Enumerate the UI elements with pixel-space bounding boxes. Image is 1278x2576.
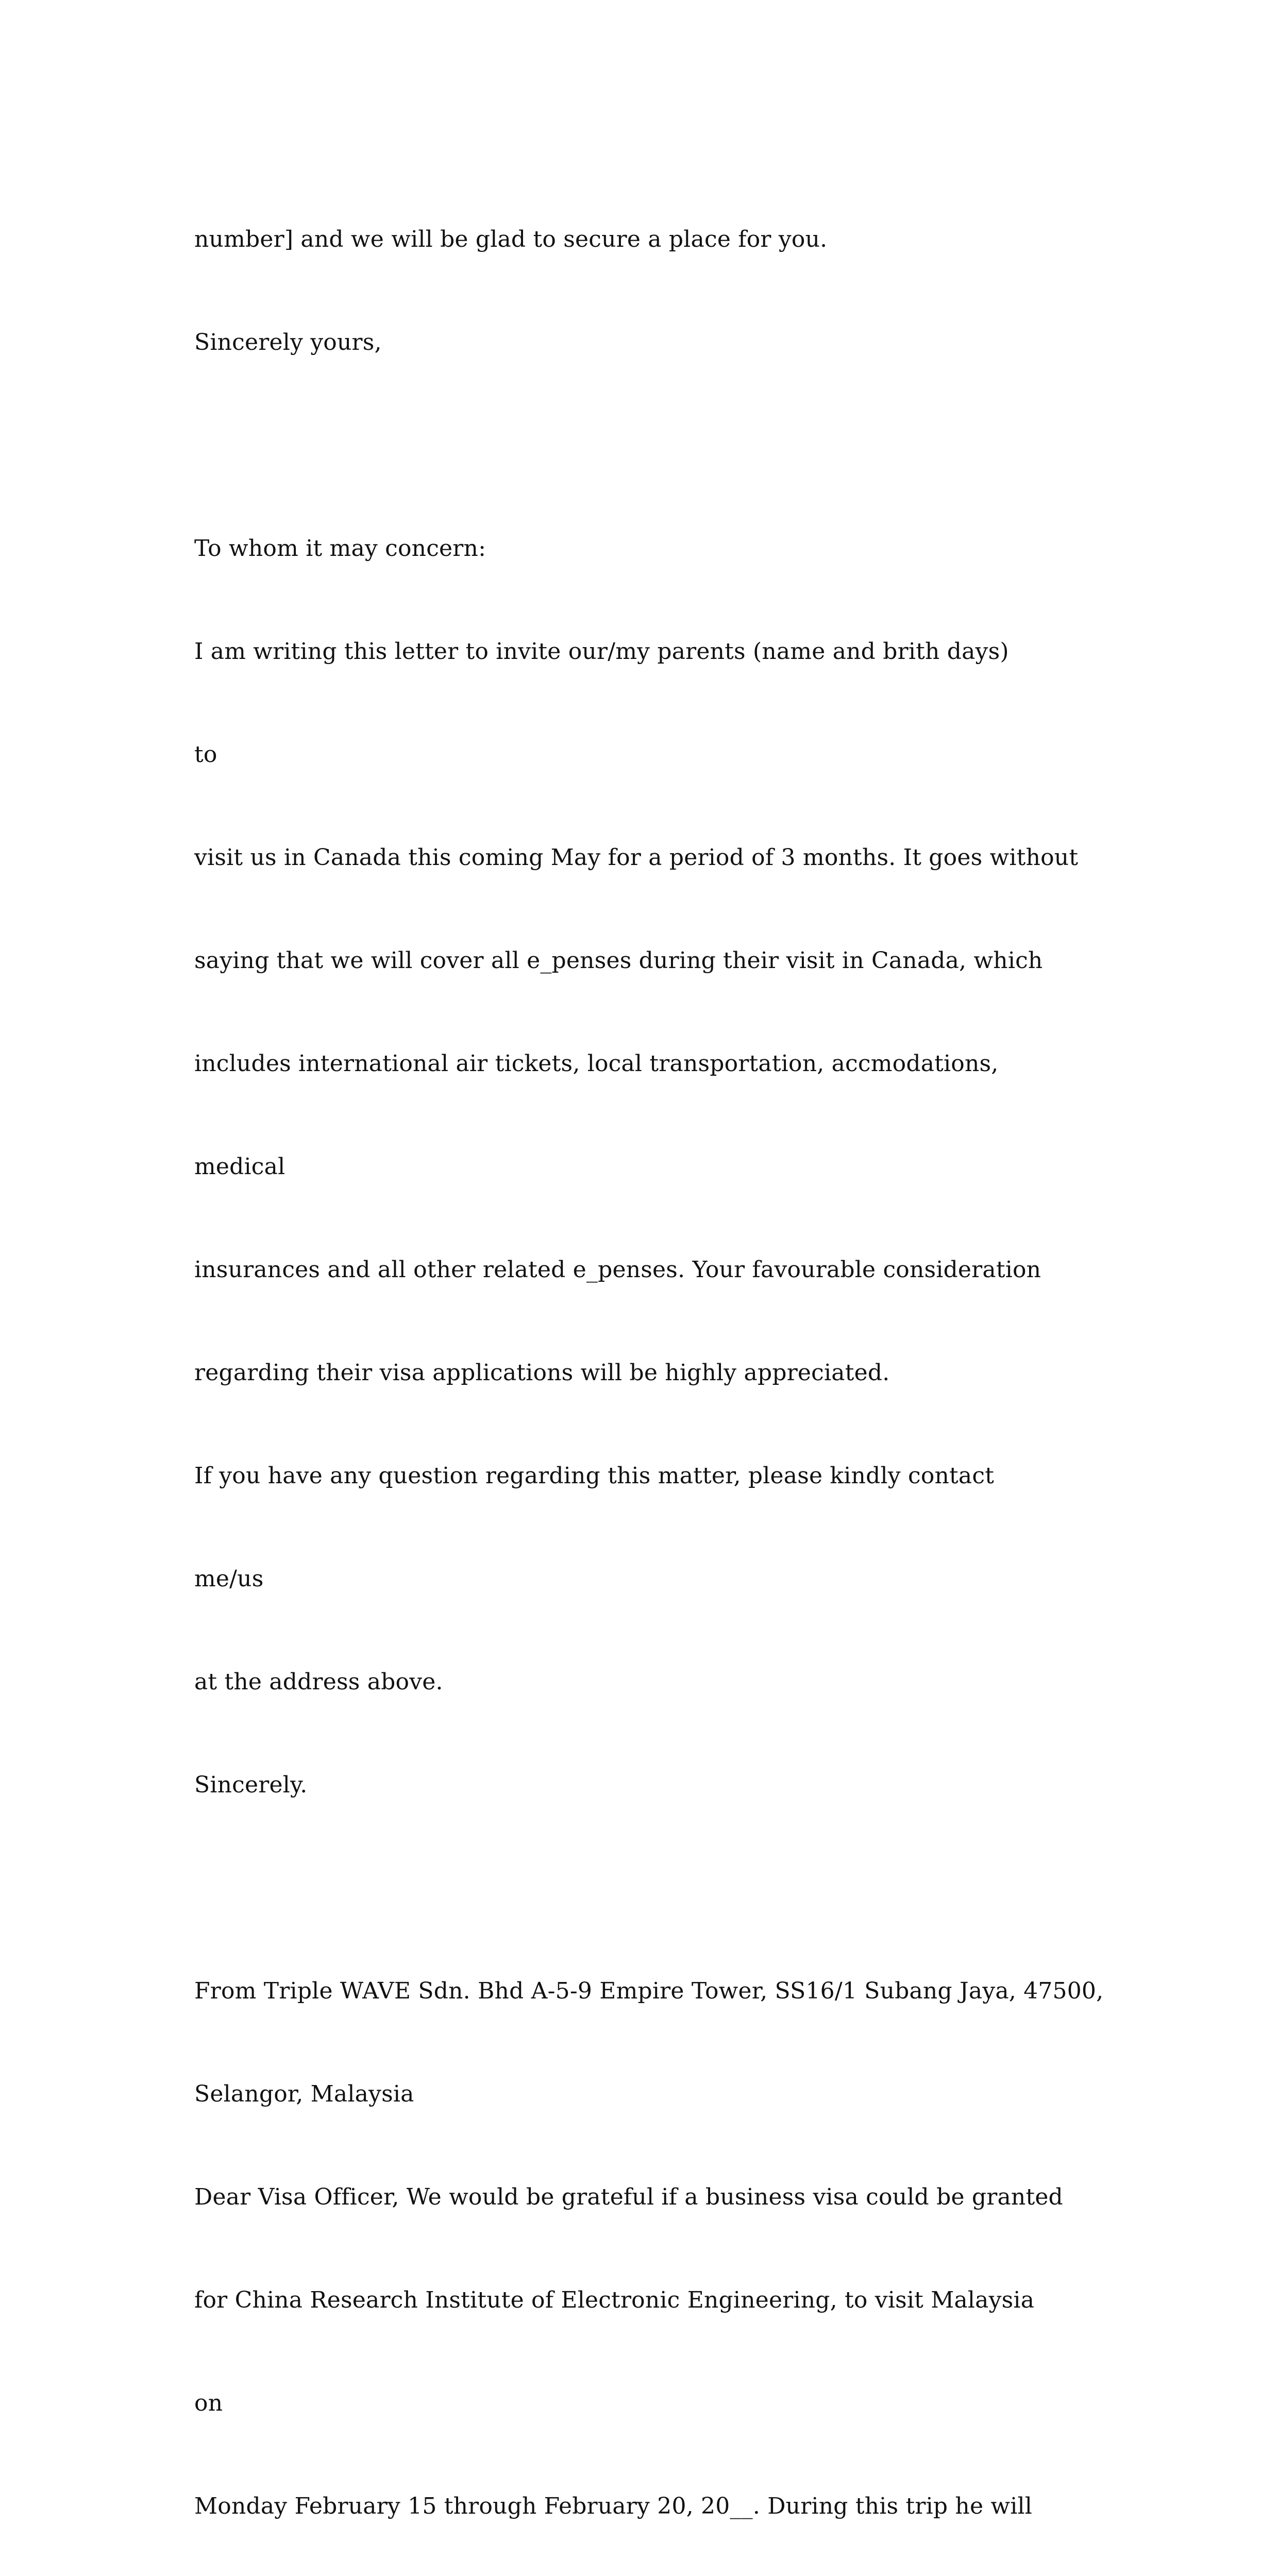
text-line: regarding their visa applications will be highly appreciated.	[194, 1360, 890, 1386]
text-line: To whom it may concern:	[194, 535, 486, 562]
text-line: Monday February 15 through February 20, 20__. During this trip he will	[194, 2493, 1033, 2519]
text-line: From Triple WAVE Sdn. Bhd A-5-9 Empire Tower, SS16/1 Subang Jaya, 47500,	[194, 1978, 1104, 2004]
text-line: to	[194, 741, 217, 768]
blank-line	[194, 1863, 1101, 1913]
text-line: If you have any question regarding this matter, please kindly contact	[194, 1463, 995, 1489]
text-line: includes international air tickets, local transportation, accmodations,	[194, 1050, 999, 1077]
text-line: Selangor, Malaysia	[194, 2081, 414, 2107]
text-line: Sincerely yours,	[194, 329, 382, 355]
text-line: at the address above.	[194, 1669, 443, 1695]
text-line: visit us in Canada this coming May for a period of 3 months. It goes without	[194, 844, 1079, 871]
text-line: medical	[194, 1154, 285, 1180]
text-line: Dear Visa Officer, We would be grateful if a business visa could be granted	[194, 2184, 1063, 2210]
text-line: on	[194, 2390, 223, 2416]
blank-line	[194, 420, 1101, 471]
document-body	[194, 162, 1104, 2576]
text-line: I am writing this letter to invite our/my parents (name and brith days)	[194, 638, 1009, 665]
text-line: for China Research Institute of Electronic Engineering, to visit Malaysia	[194, 2287, 1035, 2313]
text-line: Sincerely.	[194, 1772, 308, 1798]
text-line: me/us	[194, 1566, 264, 1592]
text-line: number] and we will be glad to secure a place for you.	[194, 226, 828, 252]
text-line: insurances and all other related e_penses. Your favourable consideration	[194, 1257, 1041, 1283]
text-line: saying that we will cover all e_penses during their visit in Canada, which	[194, 947, 1043, 974]
